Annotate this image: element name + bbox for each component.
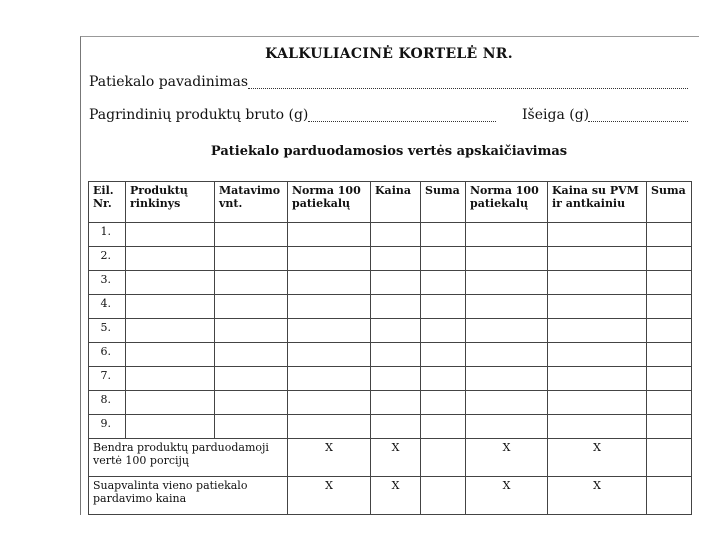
table-row: [89, 367, 692, 391]
table-cell[interactable]: [126, 319, 215, 343]
table-cell[interactable]: [647, 319, 692, 343]
table-cell[interactable]: [371, 247, 421, 271]
table-cell[interactable]: [548, 247, 647, 271]
table-cell[interactable]: [647, 271, 692, 295]
table-cell[interactable]: [421, 247, 466, 271]
table-cell[interactable]: [466, 415, 548, 439]
table-cell[interactable]: [371, 271, 421, 295]
table-row: [89, 247, 692, 271]
table-cell[interactable]: [421, 319, 466, 343]
table-footer-row: [89, 477, 692, 515]
table-row: [89, 343, 692, 367]
row-number: 3.: [89, 271, 126, 295]
table-row: [89, 319, 692, 343]
table-cell[interactable]: [466, 319, 548, 343]
card-title: KALKULIACINĖ KORTELĖ NR.: [265, 46, 513, 62]
table-cell[interactable]: [126, 343, 215, 367]
header-price: Kaina: [371, 182, 421, 223]
table-cell[interactable]: [371, 343, 421, 367]
table-cell[interactable]: [466, 343, 548, 367]
table-cell[interactable]: [548, 319, 647, 343]
table-cell[interactable]: [371, 367, 421, 391]
table-cell[interactable]: [466, 367, 548, 391]
table-cell[interactable]: [421, 223, 466, 247]
table-cell[interactable]: [288, 319, 371, 343]
row-number: 7.: [89, 367, 126, 391]
header-norm-100: Norma 100 patiekalų: [288, 182, 371, 223]
table-cell[interactable]: [421, 415, 466, 439]
table-cell[interactable]: [288, 271, 371, 295]
header-norm-100-sale: Norma 100 patiekalų: [466, 182, 548, 223]
table-cell[interactable]: [288, 415, 371, 439]
table-cell[interactable]: [421, 439, 466, 477]
table-cell[interactable]: [126, 247, 215, 271]
header-row-number: Eil. Nr.: [89, 182, 126, 223]
dish-name-line[interactable]: [248, 88, 688, 89]
table-cell[interactable]: [647, 247, 692, 271]
table-row: [89, 391, 692, 415]
footer-mark: X: [548, 439, 647, 477]
table-cell[interactable]: [288, 343, 371, 367]
table-cell[interactable]: [215, 271, 288, 295]
table-cell[interactable]: [126, 295, 215, 319]
table-cell[interactable]: [215, 223, 288, 247]
table-cell[interactable]: [647, 477, 692, 515]
table-cell[interactable]: [548, 391, 647, 415]
table-cell[interactable]: [548, 367, 647, 391]
header-price-vat-markup: Kaina su PVM ir antkainiu: [548, 182, 647, 223]
table-cell[interactable]: [288, 247, 371, 271]
header-sum-sale: Suma: [647, 182, 692, 223]
table-cell[interactable]: [215, 319, 288, 343]
table-header-row: [89, 182, 692, 223]
table-cell[interactable]: [647, 295, 692, 319]
table-row: [89, 271, 692, 295]
row-number: 5.: [89, 319, 126, 343]
row-number: 9.: [89, 415, 126, 439]
row-number: 2.: [89, 247, 126, 271]
footer-mark: X: [288, 439, 371, 477]
table-cell[interactable]: [126, 391, 215, 415]
section-subtitle: Patiekalo parduodamosios vertės apskaičiavimas: [210, 144, 568, 159]
table-cell[interactable]: [466, 247, 548, 271]
footer-mark: X: [288, 477, 371, 515]
table-cell[interactable]: [371, 319, 421, 343]
table-cell[interactable]: [647, 223, 692, 247]
table-cell[interactable]: [548, 223, 647, 247]
table-cell[interactable]: [647, 343, 692, 367]
table-row: [89, 415, 692, 439]
gross-line[interactable]: [308, 121, 496, 122]
table-cell[interactable]: [126, 367, 215, 391]
yield-label: Išeiga (g): [522, 107, 590, 123]
table-cell[interactable]: [288, 367, 371, 391]
table-cell[interactable]: [126, 271, 215, 295]
table-cell[interactable]: [548, 343, 647, 367]
table-cell[interactable]: [288, 391, 371, 415]
table-cell[interactable]: [126, 223, 215, 247]
footer-mark: X: [466, 439, 548, 477]
table-cell[interactable]: [126, 415, 215, 439]
table-cell[interactable]: [421, 477, 466, 515]
footer-mark: X: [371, 439, 421, 477]
table-cell[interactable]: [371, 295, 421, 319]
table-cell[interactable]: [647, 415, 692, 439]
table-cell[interactable]: [215, 295, 288, 319]
table-footer-row: [89, 439, 692, 477]
table-cell[interactable]: [548, 415, 647, 439]
table-cell[interactable]: [371, 415, 421, 439]
gross-label: Pagrindinių produktų bruto (g): [89, 107, 309, 123]
table-cell[interactable]: [421, 271, 466, 295]
footer-mark: X: [548, 477, 647, 515]
row-number: 6.: [89, 343, 126, 367]
table-cell[interactable]: [215, 367, 288, 391]
table-cell[interactable]: [215, 391, 288, 415]
table-cell[interactable]: [215, 343, 288, 367]
table-row: [89, 223, 692, 247]
footer-mark: X: [371, 477, 421, 515]
table-cell[interactable]: [371, 223, 421, 247]
row-number: 8.: [89, 391, 126, 415]
table-cell[interactable]: [371, 391, 421, 415]
table-row: [89, 295, 692, 319]
table-cell[interactable]: [466, 271, 548, 295]
table-cell[interactable]: [466, 223, 548, 247]
header-sum: Suma: [421, 182, 466, 223]
dish-name-label: Patiekalo pavadinimas: [89, 74, 249, 90]
table-cell[interactable]: [288, 295, 371, 319]
rounded-price-label: Suapvalinta vieno patiekalo pardavimo kaina: [89, 477, 288, 515]
header-unit: Matavimo vnt.: [215, 182, 288, 223]
table-cell[interactable]: [466, 391, 548, 415]
yield-line[interactable]: [588, 121, 688, 122]
table-cell[interactable]: [647, 439, 692, 477]
header-product-set: Produktų rinkinys: [126, 182, 215, 223]
table-cell[interactable]: [288, 223, 371, 247]
table-cell[interactable]: [215, 247, 288, 271]
table-cell[interactable]: [548, 271, 647, 295]
table-cell[interactable]: [421, 391, 466, 415]
footer-mark: X: [466, 477, 548, 515]
table-cell[interactable]: [647, 367, 692, 391]
table-cell[interactable]: [421, 367, 466, 391]
table-cell[interactable]: [421, 295, 466, 319]
calculation-table: [88, 181, 692, 515]
table-cell[interactable]: [421, 343, 466, 367]
total-value-label: Bendra produktų parduodamoji vertė 100 porcijų: [89, 439, 288, 477]
table-cell[interactable]: [647, 391, 692, 415]
row-number: 1.: [89, 223, 126, 247]
table-cell[interactable]: [215, 415, 288, 439]
table-cell[interactable]: [548, 295, 647, 319]
row-number: 4.: [89, 295, 126, 319]
table-cell[interactable]: [466, 295, 548, 319]
